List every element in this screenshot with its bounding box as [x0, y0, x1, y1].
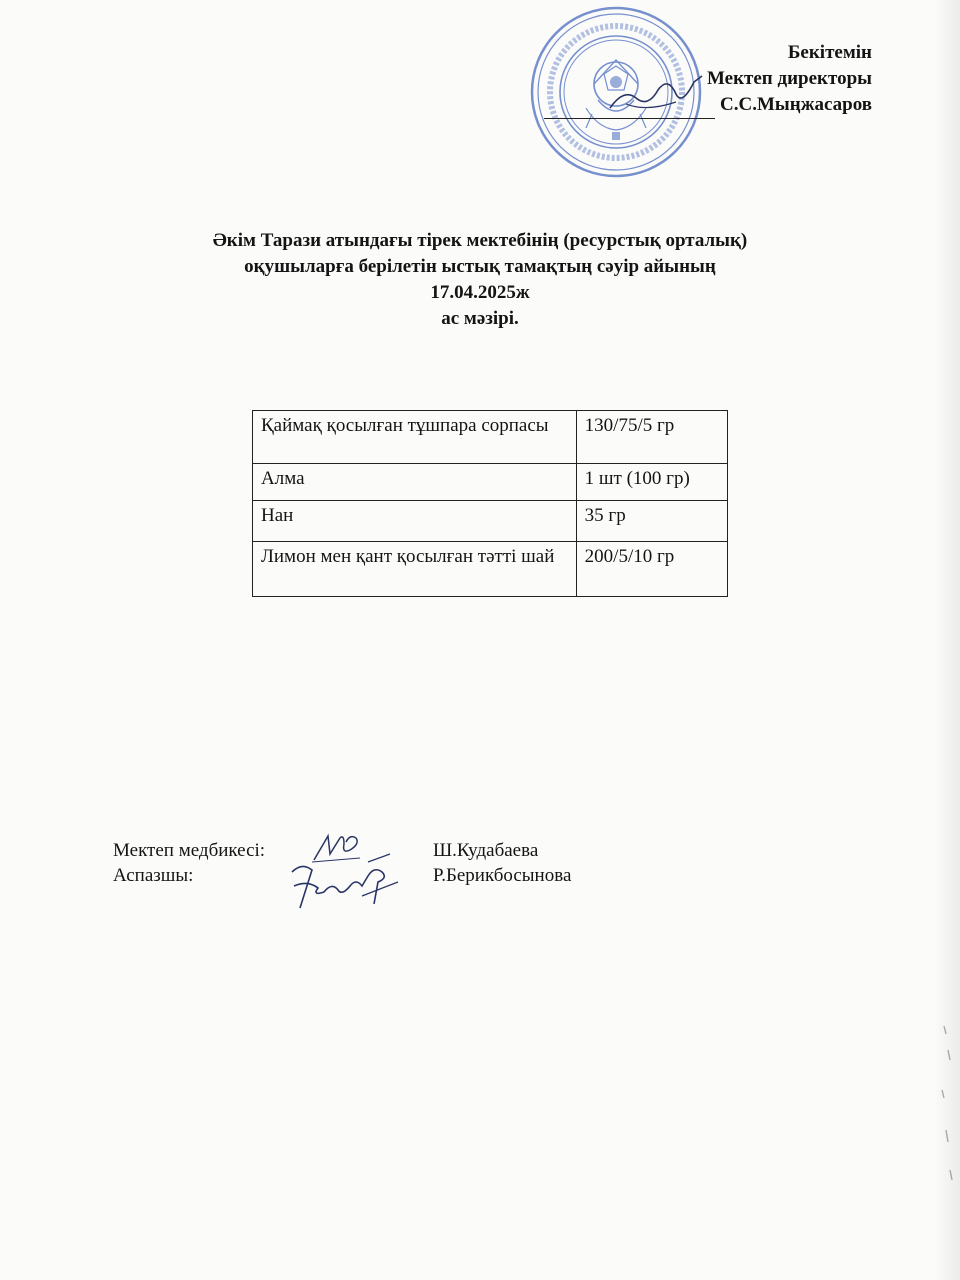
- dish-cell: Лимон мен қант қосылған тәтті шай: [253, 542, 577, 597]
- table-row: [253, 501, 728, 542]
- cook-signature-icon: [278, 852, 404, 916]
- approval-word: Бекітемін: [787, 42, 872, 63]
- portion-cell: 1 шт (100 гр): [576, 464, 727, 501]
- approval-block: [544, 40, 872, 119]
- document-title: [0, 228, 960, 332]
- director-name: С.С.Мыңжасаров: [720, 94, 872, 115]
- nurse-name: Ш.Кудабаева: [433, 840, 539, 861]
- title-line-1: Әкім Тарази атындағы тірек мектебінің (ресурстық орталық): [212, 230, 748, 251]
- dish-cell: Нан: [253, 501, 577, 542]
- table-row: [253, 542, 728, 597]
- nurse-role: Мектеп медбикесі:: [113, 840, 266, 861]
- portion-cell: 130/75/5 гр: [576, 411, 727, 464]
- title-line-2: оқушыларға берілетін ыстық тамақтың сәуір айының: [244, 256, 716, 277]
- scan-edge-marks: [934, 1020, 958, 1220]
- cook-name: Р.Берикбосынова: [433, 865, 572, 886]
- table-row: [253, 464, 728, 501]
- title-line-4: ас мәзірі.: [441, 308, 519, 329]
- portion-cell: 200/5/10 гр: [576, 542, 727, 597]
- approval-signature-line: [544, 92, 872, 119]
- dish-cell: Алма: [253, 464, 577, 501]
- portion-cell: 35 гр: [576, 501, 727, 542]
- title-date: 17.04.2025ж: [430, 282, 530, 303]
- director-signature-icon: [606, 68, 706, 118]
- menu-table: [252, 410, 728, 597]
- table-row: [253, 411, 728, 464]
- dish-cell: Қаймақ қосылған тұшпара сорпасы: [253, 411, 577, 464]
- cook-role: Аспазшы:: [113, 865, 194, 886]
- approval-position: Мектеп директоры: [706, 68, 872, 89]
